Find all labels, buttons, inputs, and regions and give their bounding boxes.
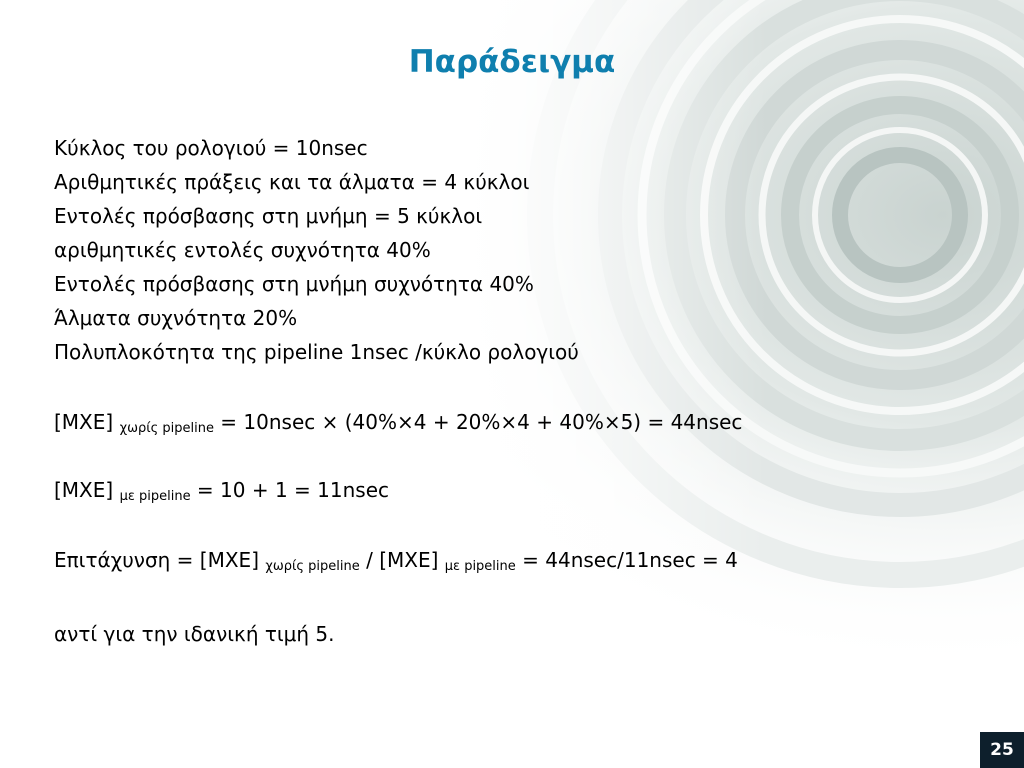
slide-number: 25 <box>980 732 1024 768</box>
speedup-subscript-without: χωρίς pipeline <box>265 559 360 574</box>
text-line-jump-frequency: Άλματα συχνότητα 20% <box>54 306 298 330</box>
text-line-memory-cycles: Εντολές πρόσβασης στη μνήμη = 5 κύκλοι <box>54 204 483 228</box>
slide-body <box>54 131 994 651</box>
speedup-part3: = 44nsec/11nsec = 4 <box>515 548 738 572</box>
speedup-part1: Επιτάχυνση = [ΜΧΕ] <box>54 548 266 572</box>
speedup-subscript-with: με pipeline <box>444 559 516 574</box>
text-line-memory-frequency: Εντολές πρόσβασης στη μνήμη συχνότητα 40% <box>54 272 534 296</box>
formula-without-pipeline <box>54 405 994 439</box>
text-line-arith-cycles: Αριθμητικές πράξεις και τα άλματα = 4 κύκλοι <box>54 170 530 194</box>
formula-without-prefix: [ΜΧΕ] <box>54 410 120 434</box>
formula-with-pipeline <box>54 473 994 507</box>
speedup-part2: / [ΜΧΕ] <box>359 548 445 572</box>
formula-with-rest: = 10 + 1 = 11nsec <box>190 478 390 502</box>
slide-title: Παράδειγμα <box>408 44 616 80</box>
formula-without-subscript: χωρίς pipeline <box>119 421 214 436</box>
text-line-pipeline-overhead: Πολυπλοκότητα της pipeline 1nsec /κύκλο ρολογιού <box>54 340 579 364</box>
text-line-arith-frequency: αριθμητικές εντολές συχνότητα 40% <box>54 238 431 262</box>
formula-with-prefix: [ΜΧΕ] <box>54 478 120 502</box>
formula-without-rest: = 10nsec × (40%×4 + 20%×4 + 40%×5) = 44nsec <box>213 410 743 434</box>
text-line-clock: Κύκλος του ρολογιού = 10nsec <box>54 136 368 160</box>
formula-with-subscript: με pipeline <box>119 489 191 504</box>
speedup-formula <box>54 543 994 577</box>
conclusion-line: αντί για την ιδανική τιμή 5. <box>54 622 335 646</box>
